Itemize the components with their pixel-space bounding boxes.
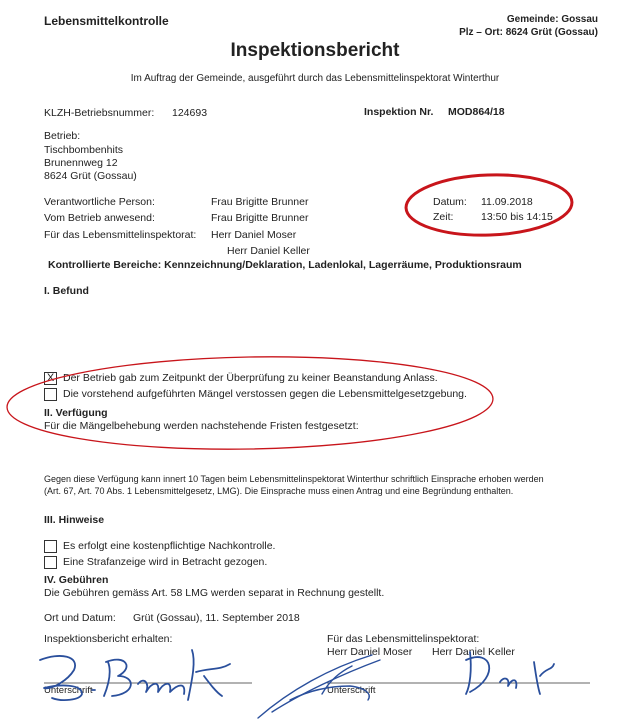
verantwortlich-label: Verantwortliche Person: xyxy=(44,196,155,208)
befund-checkbox-1[interactable]: X xyxy=(44,372,57,385)
hinweise-heading: III. Hinweise xyxy=(44,514,105,526)
gemeinde: Gemeinde: Gossau xyxy=(506,14,598,25)
zeit-label: Zeit: xyxy=(433,211,454,223)
betrieb-name: Tischbombenhits xyxy=(44,144,123,156)
ort-datum-value: Grüt (Gossau), 11. September 2018 xyxy=(133,612,300,624)
einsprache-line1: Gegen diese Verfügung kann innert 10 Tagen beim Lebensmittelinspektorat Winterthur schriftlich Einsprache erhoben werden xyxy=(44,474,544,484)
red-ellipse-befund xyxy=(6,353,494,453)
zeit-value: 13:50 bis 14:15 xyxy=(481,211,553,223)
gebuehren-text: Die Gebühren gemäss Art. 58 LMG werden separat in Rechnung gestellt. xyxy=(44,587,385,599)
unterschrift-left-label: Unterschrift xyxy=(44,685,93,696)
verantwortlich-value: Frau Brigitte Brunner xyxy=(211,196,309,208)
inspektion-label: Inspektion Nr. xyxy=(364,106,434,118)
datum-label: Datum: xyxy=(433,196,467,208)
red-ellipse-datum xyxy=(405,172,573,238)
anwesend-value: Frau Brigitte Brunner xyxy=(211,212,309,224)
sig-inspektor2: Herr Daniel Keller xyxy=(432,646,515,658)
klzh-label: KLZH-Betriebsnummer: xyxy=(44,107,155,119)
klzh-value: 124693 xyxy=(172,107,208,119)
erhalten-label: Inspektionsbericht erhalten: xyxy=(44,633,173,645)
inspektion-value: MOD864/18 xyxy=(448,106,505,118)
einsprache-line2: (Art. 67, Art. 70 Abs. 1 Lebensmittelgesetz, LMG). Die Einsprache muss einen Antrag und eine Begründung enthalten. xyxy=(44,486,514,496)
ort-datum-label: Ort und Datum: xyxy=(44,612,116,624)
unterschrift-right-label: Unterschrift xyxy=(327,685,376,696)
gebuehren-heading: IV. Gebühren xyxy=(44,574,109,586)
signature-brunner xyxy=(40,650,230,700)
sig-inspektor1: Herr Daniel Moser xyxy=(327,646,413,658)
datum-value: 11.09.2018 xyxy=(481,196,533,208)
betrieb-city: 8624 Grüt (Gossau) xyxy=(44,170,137,182)
signature-moser xyxy=(258,655,380,718)
betrieb-label: Betrieb: xyxy=(44,130,81,142)
anwesend-label: Vom Betrieb anwesend: xyxy=(44,212,155,224)
hinweise-check1-text: Es erfolgt eine kostenpflichtige Nachkontrolle. xyxy=(63,540,276,552)
signature-keller xyxy=(466,652,554,694)
inspektorat-label: Für das Lebensmittelinspektorat: xyxy=(44,229,197,241)
betrieb-street: Brunennweg 12 xyxy=(44,157,118,169)
inspektor1: Herr Daniel Moser xyxy=(211,229,297,241)
subtitle: Im Auftrag der Gemeinde, ausgeführt durch das Lebensmittelinspektorat Winterthur xyxy=(130,73,500,84)
verfuegung-text: Für die Mängelbehebung werden nachstehende Fristen festgesetzt: xyxy=(44,420,359,432)
befund-heading: I. Befund xyxy=(44,285,89,297)
page-title: Inspektionsbericht xyxy=(230,40,400,61)
verfuegung-heading: II. Verfügung xyxy=(44,407,108,419)
kontrollierte-bereiche: Kontrollierte Bereiche: Kennzeichnung/Deklaration, Ladenlokal, Lagerräume, Produktionsraum xyxy=(48,259,522,271)
sig-inspektorat-label: Für das Lebensmittelinspektorat: xyxy=(327,633,480,645)
org-name: Lebensmittelkontrolle xyxy=(44,14,169,28)
befund-check1-text: Der Betrieb gab zum Zeitpunkt der Überprüfung zu keiner Beanstandung Anlass. xyxy=(63,372,438,384)
inspektor2: Herr Daniel Keller xyxy=(227,245,310,257)
plz-ort: Plz – Ort: 8624 Grüt (Gossau) xyxy=(459,27,598,38)
befund-check2-text: Die vorstehend aufgeführten Mängel verstossen gegen die Lebensmittelgesetzgebung. xyxy=(63,388,467,400)
hinweise-check2-text: Eine Strafanzeige wird in Betracht gezogen. xyxy=(63,556,268,568)
